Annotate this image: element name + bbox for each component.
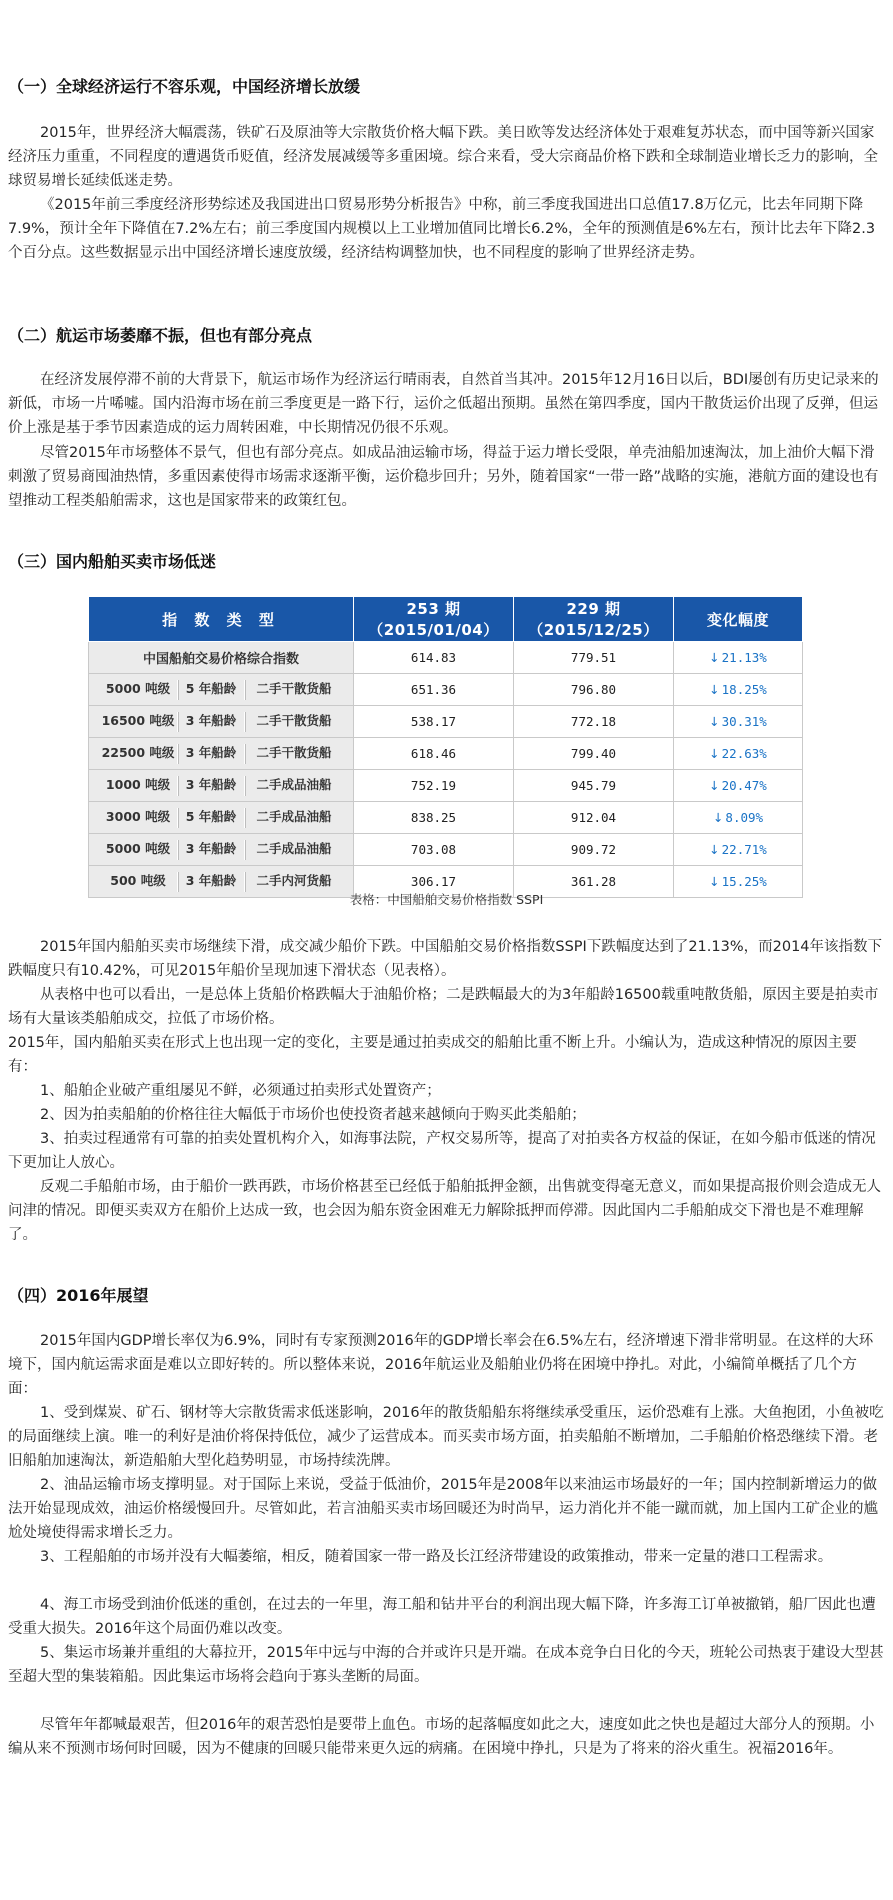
change-cell — [674, 802, 803, 834]
paragraph-text: 2015年国内GDP增长率仅为6.9%，同时有专家预测2016年的GDP增长率会在6.5%左右，经济增速下滑非常明显。在这样的大环境下，国内航运需求面是难以立即好转的。所以整体来说，2016年航运业及船舶业仍将在困境中挣扎。对此，小编简单概括了几个方面： — [8, 1333, 874, 1397]
paragraph — [8, 1713, 884, 1761]
change-cell — [674, 706, 803, 738]
ship-kind: 二手干散货船 — [256, 713, 332, 729]
column-header-period-253: 253 期（2015/01/04） — [354, 597, 514, 642]
paragraph-text: 5、集运市场兼并重组的大幕拉开，2015年中远与中海的合并或许只是开端。在成本竞争白日化的今天，班轮公司热衷于建设大型甚至超大型的集装箱船。因此集运市场将会趋向于寡头垄断的局面。 — [8, 1645, 884, 1685]
paragraph-text: 1、受到煤炭、矿石、钢材等大宗散货需求低迷影响，2016年的散货船船东将继续承受重压，运价恐难有上涨。大鱼抱团，小鱼被吃的局面继续上演。唯一的利好是油价将保持低位，减少了运营成本。而买卖市场方面，拍卖船舶不断增加，二手船舶价格恐继续下滑。老旧船舶加速淘汰，新造船舶大型化趋势明显，市场持续洗牌。 — [8, 1405, 884, 1469]
ship-kind: 二手成品油船 — [256, 841, 332, 857]
table-caption: 表格：中国船舶交易价格指数 SSPI — [349, 892, 544, 907]
section-heading-2: （二）航运市场萎靡不振，但也有部分亮点 — [8, 326, 313, 345]
column-header-period-229: 229 期（2015/12/25） — [514, 597, 674, 642]
paragraph — [8, 1401, 884, 1473]
arrow-down-icon: ↓ — [709, 778, 720, 793]
value-253: 752.19 — [354, 770, 514, 802]
ship-age: 3 年船龄 — [185, 713, 237, 729]
paragraph — [8, 1127, 884, 1175]
value-229: 945.79 — [514, 770, 674, 802]
row-label — [89, 770, 354, 802]
table-row — [89, 738, 803, 770]
change-cell — [674, 834, 803, 866]
paragraph-text: 2、因为拍卖船舶的价格往往大幅低于市场价也使投资者越来越倾向于购买此类船舶； — [40, 1107, 586, 1123]
arrow-down-icon: ↓ — [709, 682, 720, 697]
table-row — [89, 802, 803, 834]
ship-kind: 二手成品油船 — [256, 809, 332, 825]
value-229: 799.40 — [514, 738, 674, 770]
paragraph — [8, 441, 884, 513]
tonnage: 500 吨级 — [110, 873, 166, 889]
value-229: 361.28 — [514, 866, 674, 898]
value-229: 796.80 — [514, 674, 674, 706]
column-header-type: 指 数 类 型 — [89, 597, 354, 642]
table-row — [89, 834, 803, 866]
ship-age: 3 年船龄 — [185, 745, 237, 761]
change-value: 20.47% — [721, 778, 767, 793]
tonnage: 5000 吨级 — [105, 841, 171, 857]
tonnage: 22500 吨级 — [101, 745, 175, 761]
arrow-down-icon: ↓ — [709, 746, 720, 761]
paragraph-text: 3、拍卖过程通常有可靠的拍卖处置机构介入，如海事法院，产权交易所等，提高了对拍卖各方权益的保证，在如今船市低迷的情况下更加让人放心。 — [8, 1131, 876, 1171]
paragraph — [8, 1593, 884, 1641]
tonnage: 5000 吨级 — [105, 681, 171, 697]
paragraph — [8, 935, 884, 983]
paragraph-text: 2015年，国内船舶买卖在形式上也出现一定的变化，主要是通过拍卖成交的船舶比重不断上升。小编认为，造成这种情况的原因主要有： — [8, 1035, 857, 1075]
change-cell — [674, 770, 803, 802]
change-value: 8.09% — [725, 810, 764, 825]
tonnage: 3000 吨级 — [105, 809, 171, 825]
change-value: 30.31% — [721, 714, 767, 729]
row-label — [89, 674, 354, 706]
table-row — [89, 770, 803, 802]
table-header-row — [89, 597, 803, 642]
ship-kind: 二手成品油船 — [256, 777, 332, 793]
paragraph — [8, 1329, 884, 1401]
paragraph — [8, 193, 884, 265]
tonnage: 16500 吨级 — [101, 713, 175, 729]
paragraph-text: 反观二手船舶市场，由于船价一跌再跌，市场价格甚至已经低于船舶抵押金额，出售就变得毫无意义，而如果提高报价则会造成无人问津的情况。即便买卖双方在船价上达成一致，也会因为船东资金困难无力解除抵押而停滞。因此国内二手船舶成交下滑也是不难理解了。 — [8, 1179, 881, 1243]
value-229: 912.04 — [514, 802, 674, 834]
paragraph — [8, 1175, 884, 1247]
ship-age: 3 年船龄 — [185, 841, 237, 857]
sspi-table — [88, 596, 802, 898]
change-value: 22.71% — [721, 842, 767, 857]
paragraph — [8, 983, 884, 1031]
paragraph — [8, 1079, 884, 1103]
change-value: 18.25% — [721, 682, 767, 697]
value-229: 909.72 — [514, 834, 674, 866]
row-label — [89, 738, 354, 770]
ship-kind: 二手内河货船 — [256, 873, 332, 889]
change-cell — [674, 674, 803, 706]
change-value: 22.63% — [721, 746, 767, 761]
value-253: 538.17 — [354, 706, 514, 738]
paragraph — [8, 121, 884, 193]
row-label — [89, 706, 354, 738]
value-253: 618.46 — [354, 738, 514, 770]
column-header-change: 变化幅度 — [674, 597, 803, 642]
change-value: 15.25% — [721, 874, 767, 889]
paragraph-text: 尽管年年都喊最艰苦，但2016年的艰苦恐怕是要带上血色。市场的起落幅度如此之大，速度如此之快也是超过大部分人的预期。小编从来不预测市场何时回暖，因为不健康的回暖只能带来更久远的病痛。在困境中挣扎，只是为了将来的浴火重生。祝福2016年。 — [8, 1717, 875, 1757]
value-253: 838.25 — [354, 802, 514, 834]
value-253: 703.08 — [354, 834, 514, 866]
value-229: 772.18 — [514, 706, 674, 738]
row-label: 中国船舶交易价格综合指数 — [89, 642, 354, 674]
value-253: 651.36 — [354, 674, 514, 706]
arrow-down-icon: ↓ — [709, 874, 720, 889]
paragraph-text: 尽管2015年市场整体不景气，但也有部分亮点。如成品油运输市场，得益于运力增长受限，单壳油船加速淘汰，加上油价大幅下滑刺激了贸易商囤油热情，多重因素使得市场需求逐渐平衡，运价稳步回升；另外，随着国家“一带一路”战略的实施，港航方面的建设也有望推动工程类船舶需求，这也是国家带来的政策红包。 — [8, 445, 879, 509]
arrow-down-icon: ↓ — [712, 810, 724, 825]
table-row — [89, 642, 803, 674]
arrow-down-icon: ↓ — [709, 650, 720, 665]
paragraph-text: 4、海工市场受到油价低迷的重创，在过去的一年里，海工船和钻井平台的利润出现大幅下降，许多海工订单被撤销，船厂因此也遭受重大损失。2016年这个局面仍难以改变。 — [8, 1597, 876, 1637]
value-253: 614.83 — [354, 642, 514, 674]
table-row — [89, 674, 803, 706]
paragraph — [8, 1031, 884, 1079]
paragraph-text: 3、工程船舶的市场并没有大幅萎缩，相反，随着国家一带一路及长江经济带建设的政策推动，带来一定量的港口工程需求。 — [40, 1549, 833, 1565]
change-value: 21.13% — [721, 650, 767, 665]
table-row — [89, 706, 803, 738]
row-label — [89, 802, 354, 834]
section-heading-3: （三）国内船舶买卖市场低迷 — [8, 552, 217, 571]
ship-kind: 二手干散货船 — [256, 681, 332, 697]
paragraph-text: 1、船舶企业破产重组屡见不鲜，必须通过拍卖形式处置资产； — [40, 1083, 441, 1099]
section-heading-1: （一）全球经济运行不容乐观，中国经济增长放缓 — [8, 77, 361, 96]
value-253: 306.17 — [354, 866, 514, 898]
paragraph-text: 《2015年前三季度经济形势综述及我国进出口贸易形势分析报告》中称，前三季度我国进出口总值17.8万亿元，比去年同期下降7.9%，预计全年下降值在7.2%左右；前三季度国内规模以上工业增加值同比增长6.2%，全年的预测值是6%左右，预计比去年下降2.3个百分点。这些数据显示出中国经济增长速度放缓，经济结构调整加快，也不同程度的影响了世界经济走势。 — [8, 197, 876, 261]
ship-age: 5 年船龄 — [185, 809, 237, 825]
arrow-down-icon: ↓ — [709, 842, 720, 857]
arrow-down-icon: ↓ — [709, 714, 720, 729]
value-229: 779.51 — [514, 642, 674, 674]
paragraph-text: 2、油品运输市场支撑明显。对于国际上来说，受益于低油价，2015年是2008年以来油运市场最好的一年；国内控制新增运力的做法开始显现成效，油运价格缓慢回升。尽管如此，若言油船买卖市场回暖还为时尚早，运力消化并不能一蹴而就，加上国内工矿企业的尴尬处境使得需求增长乏力。 — [8, 1477, 878, 1541]
paragraph — [8, 1473, 884, 1545]
ship-kind: 二手干散货船 — [256, 745, 332, 761]
paragraph — [8, 368, 884, 440]
section-heading-4: （四）2016年展望 — [8, 1286, 149, 1305]
tonnage: 1000 吨级 — [105, 777, 171, 793]
row-label — [89, 834, 354, 866]
change-cell — [674, 738, 803, 770]
paragraph — [8, 1545, 884, 1569]
ship-age: 3 年船龄 — [185, 777, 237, 793]
paragraph-text: 2015年国内船舶买卖市场继续下滑，成交减少船价下跌。中国船舶交易价格指数SSPI下跌幅度达到了21.13%，而2014年该指数下跌幅度只有10.42%，可见2015年船价呈现加速下滑状态（见表格）。 — [8, 939, 883, 979]
ship-age: 5 年船龄 — [185, 681, 237, 697]
paragraph-text: 2015年，世界经济大幅震荡，铁矿石及原油等大宗散货价格大幅下跌。美日欧等发达经济体处于艰难复苏状态，而中国等新兴国家经济压力重重，不同程度的遭遇货币贬值，经济发展减缓等多重困境。综合来看，受大宗商品价格下跌和全球制造业增长乏力的影响，全球贸易增长延续低迷走势。 — [8, 125, 878, 189]
ship-age: 3 年船龄 — [185, 873, 237, 889]
paragraph-text: 从表格中也可以看出，一是总体上货船价格跌幅大于油船价格；二是跌幅最大的为3年船龄16500载重吨散货船，原因主要是拍卖市场有大量该类船舶成交，拉低了市场价格。 — [8, 987, 879, 1027]
paragraph — [8, 1641, 884, 1689]
paragraph — [8, 1103, 884, 1127]
paragraph-text: 在经济发展停滞不前的大背景下，航运市场作为经济运行晴雨表，自然首当其冲。2015年12月16日以后，BDI屡创有历史记录来的新低，市场一片唏嘘。国内沿海市场在前三季度更是一路下行，运价之低超出预期。虽然在第四季度，国内干散货运价出现了反弹，但运价上涨是基于季节因素造成的运力周转困难，中长期情况仍很不乐观。 — [8, 372, 879, 436]
change-cell — [674, 642, 803, 674]
